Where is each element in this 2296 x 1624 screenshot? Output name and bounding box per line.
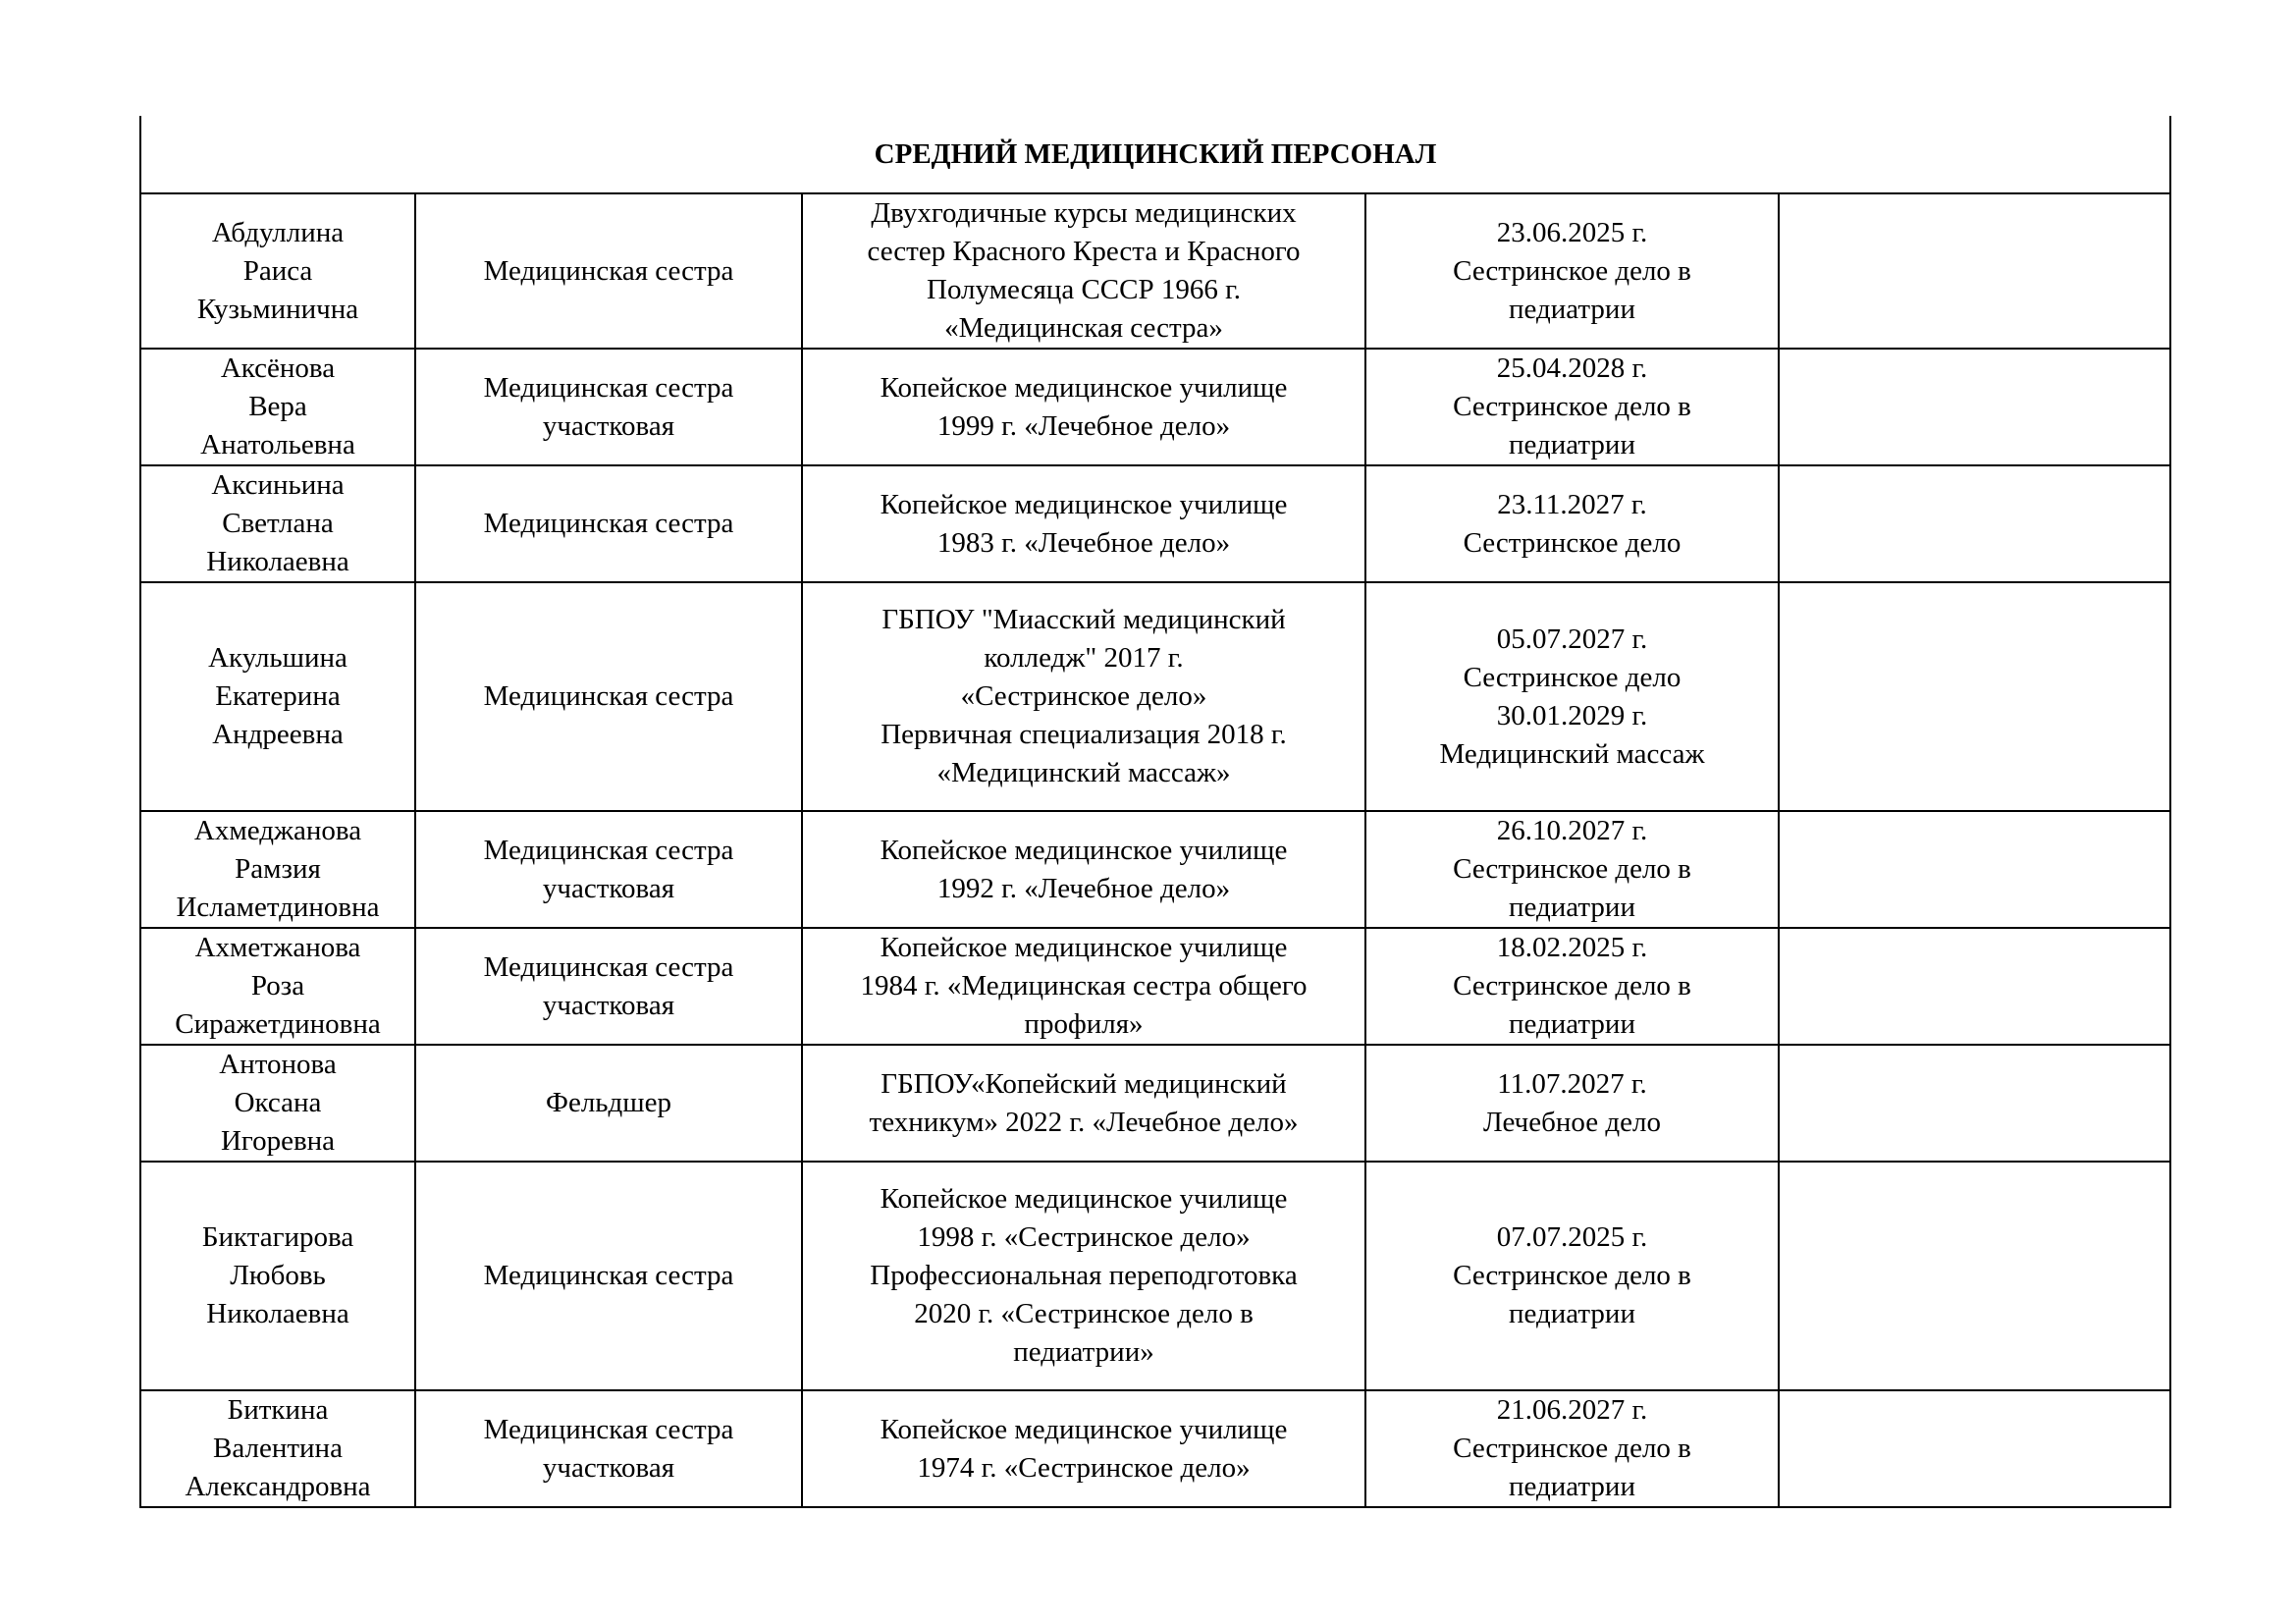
employee-position: Медицинская сестра участковая <box>415 349 802 465</box>
employee-extra <box>1779 1162 2170 1390</box>
employee-extra <box>1779 582 2170 811</box>
employee-position: Медицинская сестра <box>415 582 802 811</box>
employee-certificate: 25.04.2028 г. Сестринское дело в педиатрии <box>1365 349 1779 465</box>
employee-extra <box>1779 193 2170 349</box>
employee-education: ГБПОУ«Копейский медицинский техникум» 2022 г. «Лечебное дело» <box>802 1045 1365 1162</box>
employee-certificate: 23.11.2027 г. Сестринское дело <box>1365 465 1779 582</box>
employee-position: Медицинская сестра участковая <box>415 811 802 928</box>
employee-name: Ахметжанова Роза Сиражетдиновна <box>140 928 415 1045</box>
employee-extra <box>1779 465 2170 582</box>
employee-name: Аксиньина Светлана Николаевна <box>140 465 415 582</box>
employee-position: Медицинская сестра <box>415 465 802 582</box>
table-row <box>140 1045 2170 1162</box>
employee-certificate: 26.10.2027 г. Сестринское дело в педиатрии <box>1365 811 1779 928</box>
employee-education: Копейское медицинское училище 1999 г. «Лечебное дело» <box>802 349 1365 465</box>
employee-name: Биктагирова Любовь Николаевна <box>140 1162 415 1390</box>
employee-name: Аксёнова Вера Анатольевна <box>140 349 415 465</box>
employee-certificate: 07.07.2025 г. Сестринское дело в педиатрии <box>1365 1162 1779 1390</box>
table-row <box>140 465 2170 582</box>
employee-education: Двухгодичные курсы медицинских сестер Красного Креста и Красного Полумесяца СССР 1966 г. «Медицинская сестра» <box>802 193 1365 349</box>
employee-extra <box>1779 349 2170 465</box>
employee-extra <box>1779 1045 2170 1162</box>
employee-position: Медицинская сестра <box>415 193 802 349</box>
employee-extra <box>1779 811 2170 928</box>
employee-name: Ахмеджанова Рамзия Исламетдиновна <box>140 811 415 928</box>
employee-extra <box>1779 1390 2170 1507</box>
employee-name: Антонова Оксана Игоревна <box>140 1045 415 1162</box>
employee-position: Фельдшер <box>415 1045 802 1162</box>
employee-certificate: 21.06.2027 г. Сестринское дело в педиатрии <box>1365 1390 1779 1507</box>
employee-education: Копейское медицинское училище 1984 г. «Медицинская сестра общего профиля» <box>802 928 1365 1045</box>
employee-education: Копейское медицинское училище 1983 г. «Лечебное дело» <box>802 465 1365 582</box>
employee-name: Абдуллина Раиса Кузьминична <box>140 193 415 349</box>
employee-education: Копейское медицинское училище 1974 г. «Сестринское дело» <box>802 1390 1365 1507</box>
table-row <box>140 582 2170 811</box>
employee-name: Акульшина Екатерина Андреевна <box>140 582 415 811</box>
staff-table <box>139 116 2171 1508</box>
employee-position: Медицинская сестра участковая <box>415 1390 802 1507</box>
table-row <box>140 1390 2170 1507</box>
employee-certificate: 11.07.2027 г. Лечебное дело <box>1365 1045 1779 1162</box>
employee-education: Копейское медицинское училище 1998 г. «Сестринское дело» Профессиональная переподготовка 2020 г. «Сестринское дело в педиатрии» <box>802 1162 1365 1390</box>
employee-education: ГБПОУ "Миасский медицинский колледж" 2017 г. «Сестринское дело» Первичная специализация 2018 г. «Медицинский массаж» <box>802 582 1365 811</box>
employee-position: Медицинская сестра <box>415 1162 802 1390</box>
employee-extra <box>1779 928 2170 1045</box>
employee-certificate: 23.06.2025 г. Сестринское дело в педиатрии <box>1365 193 1779 349</box>
employee-position: Медицинская сестра участковая <box>415 928 802 1045</box>
table-row <box>140 193 2170 349</box>
employee-certificate: 05.07.2027 г. Сестринское дело 30.01.2029 г. Медицинский массаж <box>1365 582 1779 811</box>
section-header-row <box>140 116 2170 193</box>
section-title: СРЕДНИЙ МЕДИЦИНСКИЙ ПЕРСОНАЛ <box>140 116 2170 193</box>
table-row <box>140 349 2170 465</box>
table-row <box>140 928 2170 1045</box>
employee-education: Копейское медицинское училище 1992 г. «Лечебное дело» <box>802 811 1365 928</box>
employee-certificate: 18.02.2025 г. Сестринское дело в педиатрии <box>1365 928 1779 1045</box>
table-row <box>140 811 2170 928</box>
table-row <box>140 1162 2170 1390</box>
employee-name: Биткина Валентина Александровна <box>140 1390 415 1507</box>
